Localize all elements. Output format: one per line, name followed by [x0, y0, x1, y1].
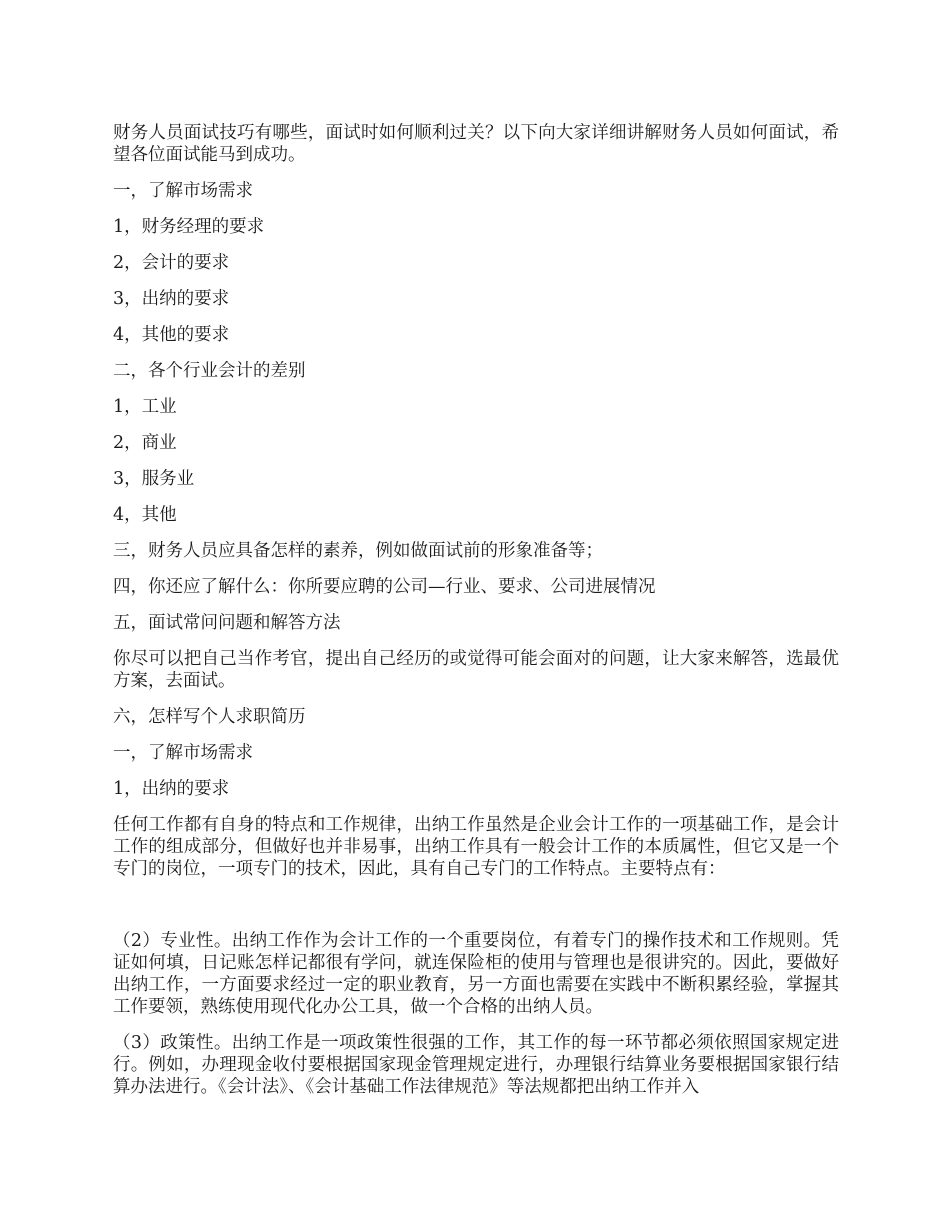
- intro-paragraph: 财务人员面试技巧有哪些，面试时如何顺利过关？以下向大家详细讲解财务人员如何面试，希望各位面试能马到成功。: [113, 123, 839, 165]
- section-heading-2: 二，各个行业会计的差别: [113, 361, 306, 381]
- section-heading-1-repeat: 一，了解市场需求: [113, 743, 253, 763]
- body-paragraph-professional: （2）专业性。出纳工作作为会计工作的一个重要岗位，有着专门的操作技术和工作规则。凭证如何填，日记账怎样记都很有学问，就连保险柜的使用与管理也是很讲究的。因此，要做好出纳工作，一方面要求经过一定的职业教育，另一方面也需要在实践中不断积累经验，掌握其工作要领，熟练使用现代化办公工具，做一个合格的出纳人员。: [113, 931, 839, 1017]
- list-item: 4，其他的要求: [113, 325, 230, 345]
- list-item: 4，其他: [113, 505, 177, 525]
- list-item: 3，出纳的要求: [113, 289, 230, 309]
- document-body: [113, 122, 839, 1112]
- list-item: 1，工业: [113, 397, 177, 417]
- section-heading-3: 三，财务人员应具备怎样的素养，例如做面试前的形象准备等；: [113, 541, 603, 561]
- section-heading-1: 一，了解市场需求: [113, 181, 253, 201]
- section-heading-5: 五，面试常问问题和解答方法: [113, 613, 341, 633]
- body-paragraph: 你尽可以把自己当作考官，提出自己经历的或觉得可能会面对的问题，让大家来解答，选最优方案，去面试。: [113, 649, 839, 691]
- list-item: 3，服务业: [113, 469, 195, 489]
- list-item: 2，会计的要求: [113, 253, 230, 273]
- body-paragraph: 任何工作都有自身的特点和工作规律，出纳工作虽然是企业会计工作的一项基础工作，是会计工作的组成部分，但做好也并非易事，出纳工作具有一般会计工作的本质属性，但它又是一个专门的岗位，一项专门的技术，因此，具有自己专门的工作特点。主要特点有：: [113, 815, 839, 879]
- list-item: 2，商业: [113, 433, 177, 453]
- blank-spacer: [113, 894, 839, 930]
- list-item: 1，出纳的要求: [113, 779, 230, 799]
- list-item: 1，财务经理的要求: [113, 217, 265, 237]
- section-heading-4: 四，你还应了解什么：你所要应聘的公司—行业、要求、公司进展情况: [113, 577, 656, 597]
- section-heading-6: 六，怎样写个人求职简历: [113, 707, 306, 727]
- body-paragraph-policy: （3）政策性。出纳工作是一项政策性很强的工作，其工作的每一环节都必须依照国家规定进行。例如，办理现金收付要根据国家现金管理规定进行，办理银行结算业务要根据国家银行结算办法进行。《会计法》、《会计基础工作法律规范》等法规都把出纳工作并入: [113, 1033, 839, 1097]
